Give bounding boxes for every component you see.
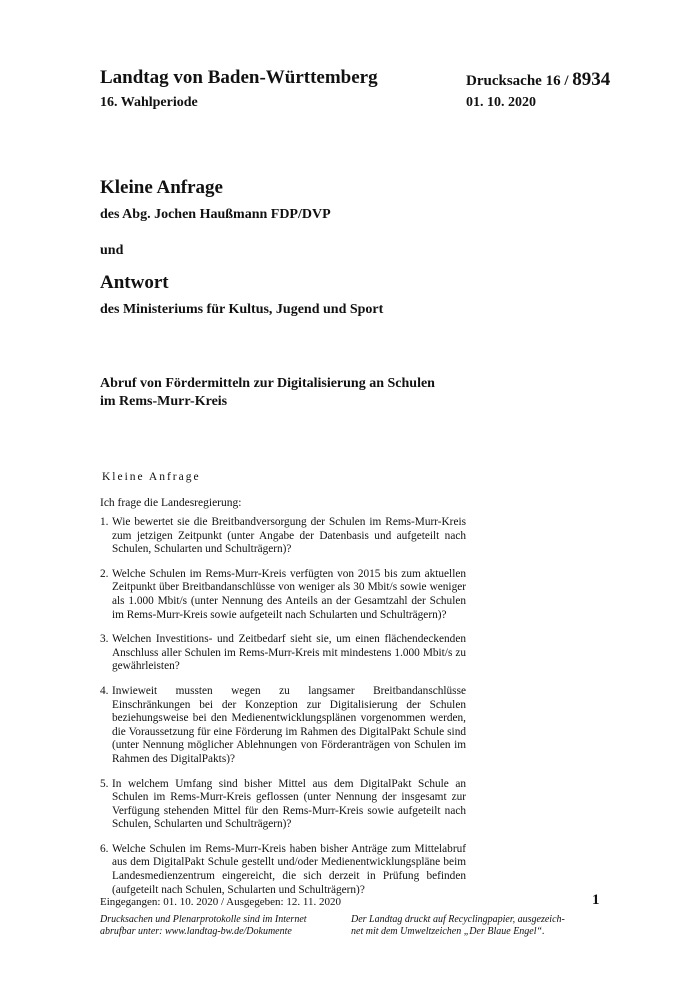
section-label: Kleine Anfrage	[102, 471, 201, 483]
question-item	[100, 843, 466, 897]
topic-line-2: im Rems-Murr-Kreis	[100, 394, 228, 409]
footer-left-line-2: abrufbar unter: www.landtag-bw.de/Dokumente	[100, 926, 292, 937]
question-text: Inwieweit mussten wegen zu langsamer Breitbandanschlüsse Einschränkungen bei der Konzeption zur Digitalisierung der Schulen beziehungsweise bei den Medienentwicklungsplänen vorgenommen werden, die Voraussetzung für eine Förderung im Rahmen des DigitalPakt Schule sind (unter Nennung möglicher Ablehnungen von Förderanträgen von Schulen im Rahmen des DigitalPakts)?	[112, 684, 466, 765]
question-number: 3.	[100, 633, 109, 646]
question-item	[100, 568, 466, 622]
heading-kleine-anfrage: Kleine Anfrage	[100, 177, 223, 198]
question-number: 4.	[100, 684, 109, 697]
wahlperiode: 16. Wahlperiode	[100, 95, 198, 110]
parliament-title: Landtag von Baden-Württemberg	[100, 67, 378, 88]
question-number: 1.	[100, 516, 109, 528]
question-text: Welche Schulen im Rems-Murr-Kreis haben bisher Anträge zum Mittelabruf aus dem DigitalPakt Schule gestellt und/oder Medienentwicklungspläne beim Landesmedienzentrum eingereicht, die sich derzeit in Prüfung befinden (aufgeteilt nach Schulen, Schularten und Schulträgern)?	[112, 842, 466, 896]
question-number: 6.	[100, 842, 109, 855]
heading-antwort: Antwort	[100, 272, 169, 293]
question-text: Welchen Investitions- und Zeitbedarf sieht sie, um einen flächendeckenden Anschluss aller Schulen im Rems-Murr-Kreis mit mindestens 1.000 Mbit/s zu gewährleisten?	[112, 633, 466, 673]
topic-line-1: Abruf von Fördermitteln zur Digitalisierung an Schulen	[100, 376, 435, 391]
question-number: 5.	[100, 777, 109, 790]
question-item	[100, 685, 466, 767]
document-date: 01. 10. 2020	[466, 95, 536, 110]
question-item	[100, 778, 466, 832]
question-text: Wie bewertet sie die Breitbandversorgung der Schulen im Rems-Murr-Kreis zum jetzigen Zeitpunkt (unter Angabe der Datenbasis und aufgeteilt nach Schulen, Schularten und Schulträgern)?	[112, 516, 466, 556]
section-intro: Ich frage die Landesregierung:	[100, 497, 242, 509]
footer-left-line-1: Drucksachen und Plenarprotokolle sind im Internet	[100, 914, 307, 925]
footer-right-line-1: Der Landtag druckt auf Recyclingpapier, ausgezeich-	[351, 914, 565, 925]
question-item	[100, 633, 466, 674]
question-item	[100, 516, 466, 557]
footer-right-line-2: net mit dem Umweltzeichen „Der Blaue Engel“.	[351, 926, 545, 937]
und-connector: und	[100, 243, 124, 258]
page-number: 1	[592, 892, 600, 908]
drucksache-label: Drucksache 16	[466, 73, 561, 89]
question-number: 2.	[100, 567, 109, 580]
drucksache-id: 8934	[572, 69, 611, 90]
question-text: Welche Schulen im Rems-Murr-Kreis verfügten von 2015 bis zum aktuellen Zeitpunkt über Breitbandanschlüsse von weniger als 30 Mbit/s sowie weniger als 1.000 Mbit/s (unter Nennung des Anteils an der Gesamtzahl der Schulen im Rems-Murr-Kreis sowie aufgeteilt nach Schularten und Schulträgern)?	[112, 567, 466, 621]
footer-recycling-note	[351, 914, 591, 938]
footer-internet-note	[100, 914, 340, 938]
drucksache-number	[466, 69, 610, 91]
receipt-dates: Eingegangen: 01. 10. 2020 / Ausgegeben: 12. 11. 2020	[100, 896, 341, 908]
deputy-line: des Abg. Jochen Haußmann FDP/DVP	[100, 207, 331, 222]
question-list	[100, 516, 466, 908]
drucksache-separator: /	[560, 73, 573, 89]
ministry-line: des Ministeriums für Kultus, Jugend und Sport	[100, 302, 384, 317]
question-text: In welchem Umfang sind bisher Mittel aus dem DigitalPakt Schule an Schulen im Rems-Murr-Kreis geflossen (unter Nennung der insgesamt zur Verfügung stehenden Mittel für den Rems-Murr-Kreis sowie aufgeteilt nach Schulen, Schularten und Schulträgern)?	[112, 777, 466, 831]
document-topic	[100, 375, 540, 411]
